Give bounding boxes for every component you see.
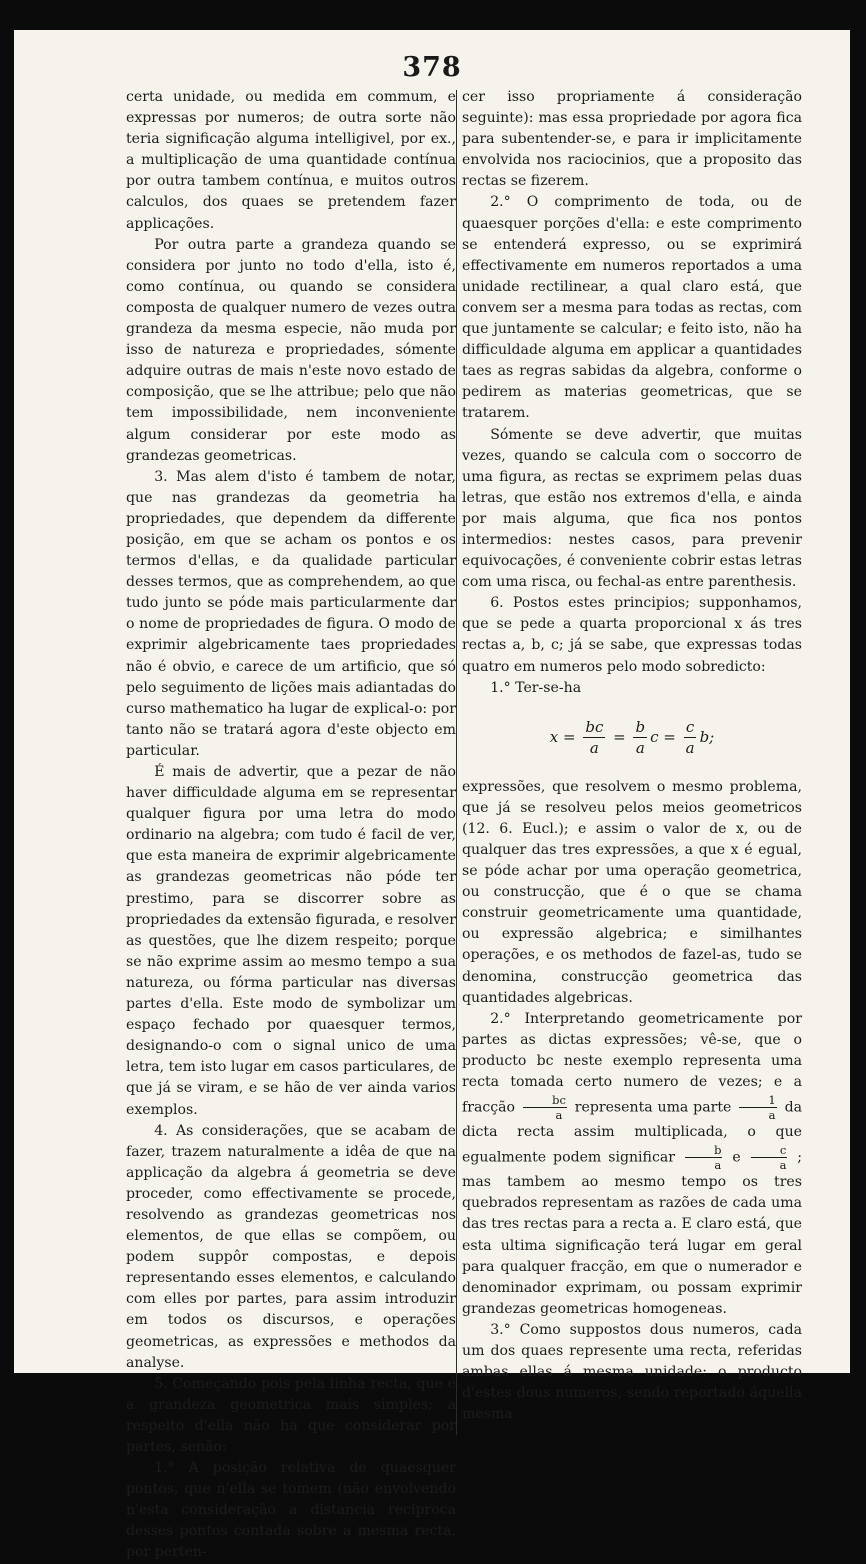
paragraph: certa unidade, ou medida em commum, e expressas por numeros; de outra sorte não teria significação alguma intelligivel, por ex., a multiplicação de uma quantidade contínua por outra tambem contínua, e muitos outros calculos, dos quaes se pretendem fazer applicações. [126,89,456,232]
fraction-denominator: a [714,1158,722,1173]
fraction-denominator: a [589,739,599,758]
equation-term: b; [699,728,715,747]
text-run: e [732,1149,741,1166]
fraction-numerator: bc [523,1093,567,1108]
paragraph: expressões, que resolvem o mesmo problema, que já se resolveu pelos meios geometricos (12. 6. Eucl.); e assim o valor de x, ou de qualquer das tres expressões, a que x é egual, se póde achar por uma operação geometrica, ou construcção, que é o que se chama construir geometricamente uma quantidade, ou expressão algebrica; e similhantes operações, e os methodos de fazel-as, tudo se denomina, construcção geometrica das quantidades algebricas. [462,778,802,1006]
paragraph: 1.° Ter-se-ha [490,679,582,696]
fraction-denominator: a [635,739,645,758]
fraction [685,1143,723,1172]
text-run: representa uma parte [574,1099,732,1116]
fraction [751,1143,788,1172]
paragraph: 1.° A posição relativa de quaesquer pontos, que n'ella se tomem (não envolvendo n'esta consideração a distancia reciproca desses pontos contada sobre a mesma recta, por perten- [126,1460,456,1561]
fraction [523,1093,567,1122]
equals-sign: = [608,728,631,747]
fraction-denominator: a [555,1108,563,1123]
page-number: 378 [402,52,462,83]
page-sheet [14,30,850,1561]
paragraph: Sómente se deve advertir, que muitas vezes, quando se calcula com o soccorro de uma figura, as rectas se exprimem pelas duas letras, que estão nos extremos d'ella, e ainda por mais alguma, que fica nos pontos intermedios: nestes casos, para prevenir equivocações, é conveniente cobrir estas letras com uma risca, ou fechal-as entre parenthesis. [462,426,802,591]
fraction [684,717,697,758]
text-run: da dicta recta assim multiplicada, o que egualmente podem significar [462,1099,803,1166]
text-run: ; mas tambem ao mesmo tempo os tres quebrados representam as razões de cada uma das tres rectas para a recta a. E claro está, que esta ultima significação terá lugar em geral para qualquer fracção, em que o numerador e denominador exprimam, ou possam exprimir grandezas geometricas homogeneas. [462,1149,802,1317]
equals-sign: = [658,728,681,747]
paragraph: 3. Mas alem d'isto é tambem de notar, que nas grandezas da geometria ha propriedades, que dependem da differente posição, em que se acham os pontos e os termos d'ellas, e da qualidade particular desses termos, que as comprehendem, ao que tudo junto se póde mais particularmente dar o nome de propriedades de figura. O modo de exprimir algebricamente taes propriedades não é obvio, e carece de um artificio, que só pelo seguimento de lições mais adiantadas do curso mathematico ha lugar de explical-o: por tanto não se tratará agora d'este objecto em particular. [126,468,456,759]
paragraph: 5. Começando pois pela linha recta, que é a grandeza geometrica mais simples; a respeito d'ella não ha que considerar por partes, senão: [126,1375,456,1455]
fraction-numerator: bc [585,718,604,737]
fraction-denominator: a [768,1108,776,1123]
fraction [583,717,605,758]
paragraph: cer isso propriamente á consideração seguinte): mas essa propriedade por agora fica para subentender-se, e para ir implicitamente envolvida nos raciocinios, que a proposito das rectas se fizerem. [462,89,802,190]
fraction-numerator: b [635,718,646,737]
equals-sign: = [558,728,581,747]
fraction-denominator: a [685,739,695,758]
equation [462,699,802,777]
fraction-numerator: 1 [739,1093,777,1108]
fraction-denominator: a [779,1158,787,1173]
equation-term: c [650,728,659,747]
fraction [633,717,647,758]
left-column [126,87,456,1564]
paragraph: 6. Postos estes principios; supponhamos, que se pede a quarta proporcional x ás tres rectas a, b, c; já se sabe, que expressas todas quatro em numeros pelo modo sobredicto: [462,595,802,675]
paragraph: 3.° Como suppostos dous numeros, cada um dos quaes represente uma recta, referidas ambas ellas á mesma unidade; o producto d'estes dous numeros, sendo reportado áquella mesma [462,1321,802,1423]
paragraph: 2.° O comprimento de toda, ou de quaesquer porções d'ella: e este comprimento se entenderá expresso, ou se exprimirá effectivamente em numeros reportados a uma unidade rectilinear, a qual claro está, que convem ser a mesma para todas as rectas, com que juntamente se calcular; e feito isto, não ha difficuldade alguma em applicar a quantidades taes as regras sabidas da algebra, conforme o pedirem as materias geometricas, que se tratarem. [462,194,802,422]
fraction [739,1093,777,1122]
text-run: 2.° Interpretando geometricamente por partes as dictas expressões; vê-se, que o producto bc neste exemplo representa uma recta tomada certo numero de vezes; e a fracção [462,1010,802,1116]
paragraph [462,1009,802,1320]
paragraph: 4. As considerações, que se acabam de fazer, trazem naturalmente a idêa de que na applicação da algebra á geometria se deve proceder, como effectivamente se procede, resolvendo as grandezas geometricas nos elementos, de que ellas se compõem, ou podem suppôr compostas, e depois representando esses elementos, e calculando com elles por partes, para assim introduzir em todos os discursos, e operações geometricas, as expressões e methodos da analyse. [126,1122,456,1371]
paragraph: Por outra parte a grandeza quando se considera por junto no todo d'ella, isto é, como contínua, ou quando se considera composta de qualquer numero de vezes outra grandeza da mesma especie, não muda por isso de natureza e propriedades, sómente adquire outras de mais n'este novo estado de composição, que se lhe attribue; pelo que não tem impossibilidade, nem inconveniente algum considerar por este modo as grandezas geometricas. [126,236,456,464]
fraction-numerator: c [685,718,695,737]
fraction-numerator: b [685,1143,723,1158]
right-column [462,87,802,1425]
fraction-numerator: c [751,1143,788,1158]
equation-lhs: x [549,728,559,747]
paragraph: É mais de advertir, que a pezar de não haver difficuldade alguma em se representar qualquer figura por uma letra do modo ordinario na algebra; com tudo é facil de ver, que esta maneira de exprimir algebricamente as grandezas geometricas não póde ter prestimo, para se discorrer sobre as propriedades da extensão figurada, e resolver as questões, que lhe dizem respeito; porque se não exprime assim ao mesmo tempo a sua natureza, ou fórma particular nas diversas partes d'ella. Este modo de symbolizar um espaço fechado por quaesquer termos, designando-o com o signal unico de uma letra, tem isto lugar em casos particulares, de que já se viram, e se hão de ver ainda varios exemplos. [126,764,456,1118]
